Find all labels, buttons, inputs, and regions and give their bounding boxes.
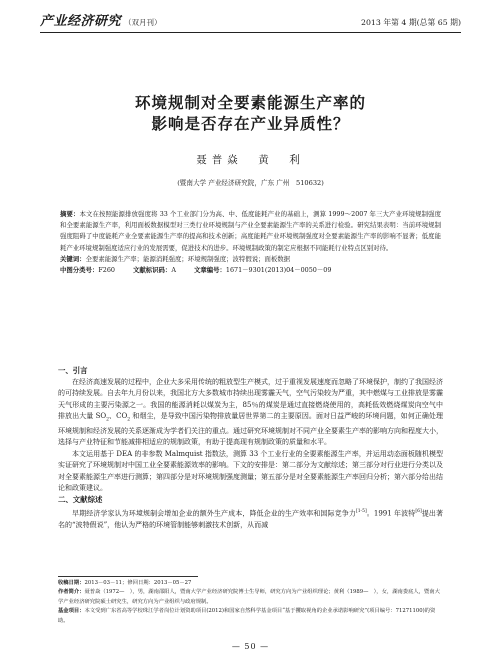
paper-title xyxy=(0,93,501,135)
fund-text: 本文受到广东省高等学校珠江学者岗位计划资助项目(2012)和国家自然科学基金项目“基于攫取视角的企业承诺影响研究”(项目编号：71271100)的资助。 xyxy=(58,608,436,624)
paragraph-3-part-c: 提出著名的“波特假说”，他认为严格的环境管制能够刺激技术创新，从而减 xyxy=(58,509,444,530)
keywords xyxy=(60,254,441,265)
paragraph-3-part-a: 早期经济学家认为环境规制会增加企业的额外生产成本，降低企业的生产效率和国际竞争力 xyxy=(72,509,356,518)
abstract-text: 本文在按照能源排放强度将 33 个工业部门分为高、中、低度能耗产业的基础上，测算 1999～2007 年三大产业环境规制强度和全要素能源生产率，利用面板数据模型对三类行业环境规制与产业全要素能源生产率的关系进行检验。研究结果表明：当前环境规制强度阻碍了中度能耗产业全要素能源生产率的提高和技术创新；高度能耗产业环境规制强度对全要素能源生产率的影响不显著；低度能耗产业环境规制强度适应行业的发展需要，促进技术的进步。环境规制政策的制定应根据不同能耗行业特点区别对待。 xyxy=(60,210,441,252)
footnote-fund xyxy=(58,607,443,626)
abstract-label: 摘要： xyxy=(60,210,80,218)
authors: 聂普焱 黄 利 xyxy=(196,154,305,166)
footnote-received xyxy=(58,579,443,588)
co2-subscript: 2 xyxy=(127,417,131,423)
so2-subscript: 2 xyxy=(106,417,109,423)
author-bio: 聂普焱（1972— ），男，湖南邵阳人，暨南大学产业经济研究院博士生导师，研究方向为产业组织理论；黄利（1989— ），女，湖南娄底人，暨南大学产业经济研究院硕士研究生，研究方向为产业组织与政府规制。 xyxy=(58,589,440,605)
body-text xyxy=(58,365,443,532)
paragraph-1 xyxy=(58,377,443,449)
citation-ref: [6] xyxy=(415,509,422,515)
footnote-author xyxy=(58,588,443,607)
footnotes xyxy=(58,579,443,626)
paragraph-3-part-b: 。1991 年波特 xyxy=(366,509,416,518)
section-heading-literature: 二、文献综述 xyxy=(58,495,103,505)
doc-code-value: A xyxy=(171,266,176,275)
classification-line xyxy=(60,265,441,276)
journal-masthead xyxy=(40,10,162,29)
clc-value: F260 xyxy=(98,266,115,275)
clc-field xyxy=(60,265,115,276)
section-heading-intro: 一、引言 xyxy=(58,366,88,375)
clc-label: 中图分类号： xyxy=(60,266,99,275)
title-line-1: 环境规制对全要素能源生产率的 xyxy=(134,94,366,112)
author-bio-label: 作者简介： xyxy=(58,589,85,596)
article-no-label: 文章编号： xyxy=(193,266,226,275)
paragraph-1-part-c: 和烟尘，是导致中国污染物排放量居世界第二的主要原因。面对日益严峻的环境问题，如何正确处理环境规制和经济发展的关系逐渐成为学者们关注的重点。通过研究环境规制对不同产业全要素生产率的影响方向和程度大小，选择与产业特征和节能减排相适应的规制政策，有助于提高现有规制政策的质量和水平。 xyxy=(58,412,443,447)
paragraph-1-part-a: 在经济高速发展的过程中，企业大多采用传统的粗放型生产模式，过于重视发展速度而忽略了环境保护，制约了我国经济的可持续发展。自去年九月份以来，我国北方大多数城市持续出现雾霾天气，空气污染较为严重，其中燃煤与工业排放是雾霾天气形成的主要污染源之一。我国的能源消耗以煤炭为主，85％的煤炭是通过直接燃烧使用的，高耗低效燃烧煤炭向空气中排放出大量 SO xyxy=(58,378,443,421)
citation-ref: [1-5] xyxy=(355,509,367,515)
article-no-value: 1671－9301(2013)04－0050－09 xyxy=(225,266,332,275)
received-dates: 2013－03－11；修回日期：2013－05－27 xyxy=(84,580,192,586)
journal-frequency: （双月刊） xyxy=(124,18,162,27)
abstract-block xyxy=(60,209,441,276)
paragraph-3 xyxy=(58,506,443,531)
doc-code-label: 文献标识码： xyxy=(132,266,172,275)
running-header xyxy=(40,7,461,33)
paragraph-2: 本文运用基于 DEA 的非参数 Malmquist 指数法，测算 33 个工业行业的全要素能源生产率，并运用动态面板随机模型实证研究了环境规制对中国工业全要素能源效率的影响。下文的安排是：第二部分为文献综述；第三部分对行业进行分类以及对全要素能源生产率进行测算；第四部分是对环境规制强度测量；第五部分是对全要素能源生产率回归分析；第六部分给出结论和政策建议。 xyxy=(58,449,443,493)
title-line-2: 影响是否存在产业异质性？ xyxy=(151,115,350,133)
article-no-field xyxy=(194,265,331,276)
journal-name: 产业经济研究 xyxy=(40,14,122,29)
paragraph-1-part-b: 、CO xyxy=(109,412,128,421)
affiliation: (暨南大学 产业经济研究院，广东 广州 510632) xyxy=(177,179,324,187)
doc-code-field xyxy=(133,265,176,276)
keywords-label: 关键词： xyxy=(60,254,86,263)
abstract xyxy=(60,209,441,254)
received-label: 收稿日期： xyxy=(58,580,85,586)
page-number: — 50 — xyxy=(231,642,270,651)
fund-label: 基金项目： xyxy=(58,608,85,615)
keywords-text: 全要素能源生产率；能源消耗强度；环境规制强度；波特假说；面板数据 xyxy=(85,254,291,263)
issue-info: 2013 年第 4 期(总第 65 期) xyxy=(361,18,461,27)
footnote-divider xyxy=(58,576,198,577)
